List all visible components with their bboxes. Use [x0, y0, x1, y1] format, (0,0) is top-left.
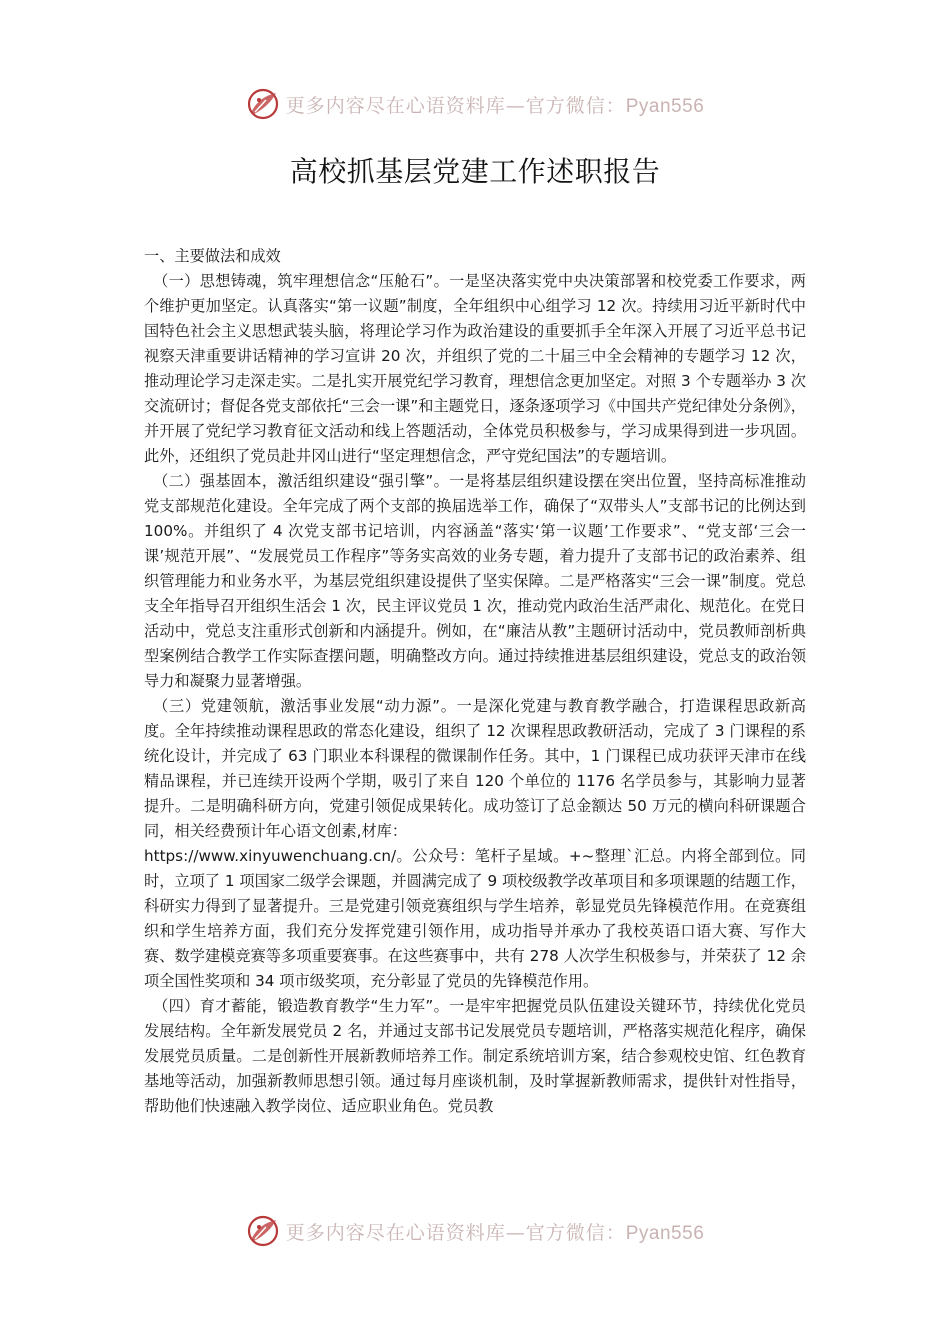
watermark-text: 更多内容尽在心语资料库—官方微信：Pyan556 [285, 94, 705, 117]
watermark-footer [0, 1211, 950, 1251]
document-body [144, 244, 806, 1119]
watermark-header [0, 84, 950, 124]
watermark-brand: Pyan556 [625, 95, 705, 117]
pen-nib-logo-icon [246, 87, 280, 121]
paragraph-4: （四）育才蓄能，锻造教育教学“生力军”。一是牢牢把握党员队伍建设关键环节，持续优化党员发展结构。全年新发展党员 2 名，并通过支部书记发展党员专题培训，严格落实规范化程序，确保发展党员质量。二是创新性开展新教师培养工作。制定系统培训方案，结合参观校史馆、红色教育基地等活动，加强新教师思想引领。通过每月座谈机制，及时掌握新教师需求，提供针对性指导，帮助他们快速融入教学岗位、适应职业角色。党员教 [144, 997, 806, 1115]
paragraph-1: （一）思想铸魂，筑牢理想信念“压舱石”。一是坚决落实党中央决策部署和校党委工作要求，两个维护更加坚定。认真落实“第一议题”制度，全年组织中心组学习 12 次。持续用习近平新时代中国特色社会主义思想武装头脑，将理论学习作为政治建设的重要抓手全年深入开展了习近平总书记视察天津重要讲话精神的学习宣讲 20 次，并组织了党的二十届三中全会精神的专题学习 12 次，推动理论学习走深走实。二是扎实开展党纪学习教育，理想信念更加坚定。对照 3 个专题举办 3 次交流研讨；督促各党支部依托“三会一课”和主题党日，逐条逐项学习《中国共产党纪律处分条例》，并开展了党纪学习教育征文活动和线上答题活动，全体党员积极参与，学习成果得到进一步巩固。此外，还组织了党员赴井冈山进行“坚定理想信念，严守党纪国法”的专题培训。 [144, 272, 806, 465]
watermark-brand: Pyan556 [625, 1222, 705, 1244]
pen-nib-logo-icon [246, 1214, 280, 1248]
paragraph-3: （三）党建领航，激活事业发展“动力源”。一是深化党建与教育教学融合，打造课程思政新高度。全年持续推动课程思政的常态化建设，组织了 12 次课程思政教研活动，完成了 3 门课程的系统化设计，并完成了 63 门职业本科课程的微课制作任务。其中，1 门课程已成功获评天津市在线精品课程，并已连续开设两个学期，吸引了来自 120 个单位的 1176 名学员参与，其影响力显著提升。二是明确科研方向，党建引领促成果转化。成功签订了总金额达 50 万元的横向科研课题合同，相关经费预计年心语文创素,材库： [144, 697, 806, 840]
section-heading: 一、主要做法和成效 [144, 247, 281, 265]
watermark-text: 更多内容尽在心语资料库—官方微信：Pyan556 [285, 1221, 705, 1244]
paragraph-2: （二）强基固本，激活组织建设“强引擎”。一是将基层组织建设摆在突出位置，坚持高标准推动党支部规范化建设。全年完成了两个支部的换届选举工作，确保了“双带头人”支部书记的比例达到 100%。并组织了 4 次党支部书记培训，内容涵盖“落实‘第一议题’工作要求”、“党支部‘三会一课’规范开展”、“发展党员工作程序”等务实高效的业务专题，着力提升了支部书记的政治素养、组织管理能力和业务水平，为基层党组织建设提供了坚实保障。二是严格落实“三会一课”制度。党总支全年指导召开组织生活会 1 次，民主评议党员 1 次，推动党内政治生活严肃化、规范化。在党日活动中，党总支注重形式创新和内涵提升。例如，在“廉洁从教”主题研讨活动中，党员教师剖析典型案例结合教学工作实际查摆问题，明确整改方向。通过持续推进基层组织建设，党总支的政治领导力和凝聚力显著增强。 [144, 472, 806, 690]
document-title: 高校抓基层党建工作述职报告 [289, 155, 661, 188]
paragraph-3-continued: https://www.xinyuwenchuang.cn/。公众号：笔杆子星域。+~整理`汇总。内将全部到位。同时，立项了 1 项国家二级学会课题，并圆满完成了 9 项校级教学改革项目和多项课题的结题工作，科研实力得到了显著提升。三是党建引领竞赛组织与学生培养，彰显党员先锋模范作用。在竞赛组织和学生培养方面，我们充分发挥党建引领作用，成功指导并承办了我校英语口语大赛、写作大赛、数学建模竞赛等多项重要赛事。在这些赛事中，共有 278 人次学生积极参与，并荣获了 12 余项全国性奖项和 34 项市级奖项，充分彰显了党员的先锋模范作用。 [144, 847, 806, 990]
